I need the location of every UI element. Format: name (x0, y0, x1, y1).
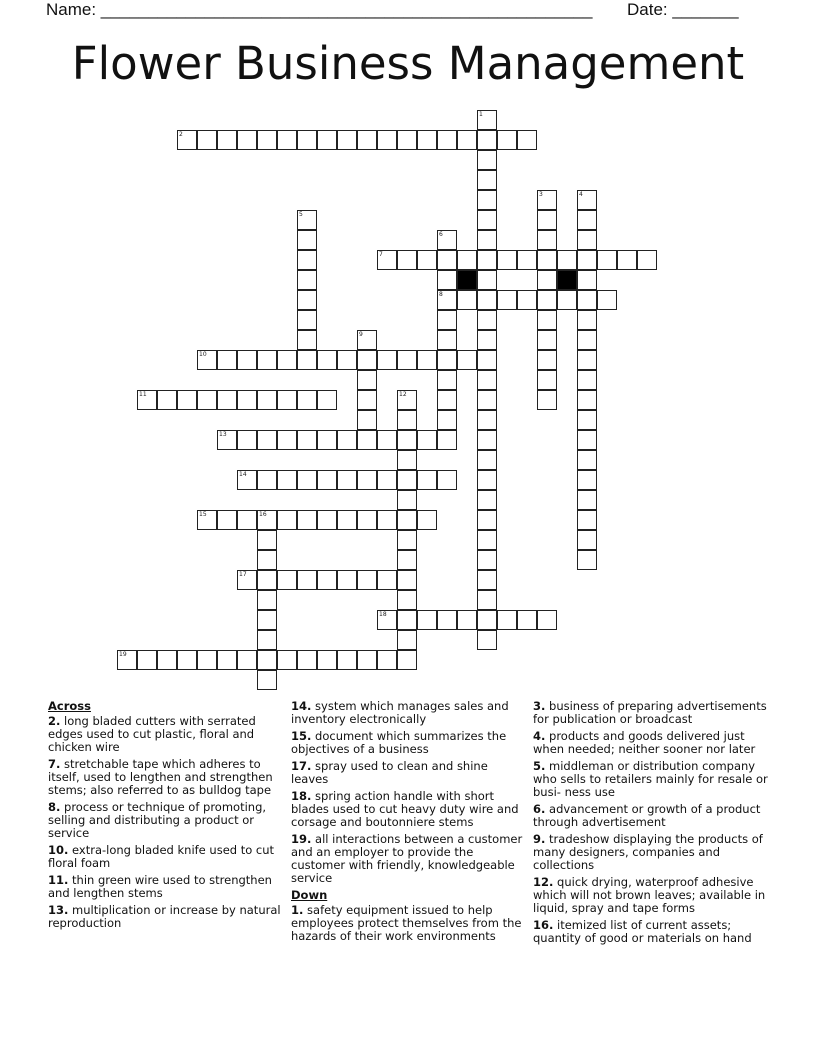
grid-cell[interactable] (477, 130, 497, 150)
grid-cell[interactable] (197, 130, 217, 150)
grid-cell[interactable] (537, 250, 557, 270)
grid-cell[interactable] (277, 130, 297, 150)
clue-number: 12 (399, 391, 407, 398)
grid-cell[interactable] (417, 250, 437, 270)
clue-text: 8. process or technique of promoting, selling and distributing a product or service (48, 800, 267, 840)
grid-cell[interactable] (277, 430, 297, 450)
grid-cell[interactable] (517, 610, 537, 630)
grid-cell[interactable] (357, 650, 377, 670)
grid-cell[interactable] (377, 130, 397, 150)
grid-cell[interactable] (577, 310, 597, 330)
clue-text: 4. products and goods delivered just when needed; neither sooner nor later (533, 729, 756, 756)
grid-cell[interactable] (437, 350, 457, 370)
grid-cell[interactable] (577, 330, 597, 350)
clue-number: 17 (239, 571, 247, 578)
grid-cell[interactable] (457, 610, 477, 630)
grid-cell[interactable] (477, 630, 497, 650)
grid-cell[interactable] (357, 570, 377, 590)
grid-cell[interactable] (317, 650, 337, 670)
clue-number: 14 (239, 471, 247, 478)
grid-cell[interactable] (437, 370, 457, 390)
grid-cell[interactable] (477, 230, 497, 250)
grid-cell[interactable] (437, 410, 457, 430)
grid-cell[interactable] (377, 610, 397, 630)
grid-cell[interactable] (337, 130, 357, 150)
grid-cell[interactable] (397, 550, 417, 570)
grid-cell[interactable] (577, 410, 597, 430)
grid-cell[interactable] (517, 290, 537, 310)
grid-cell[interactable] (257, 650, 277, 670)
grid-cell[interactable] (257, 610, 277, 630)
grid-cell[interactable] (257, 590, 277, 610)
grid-cell[interactable] (617, 250, 637, 270)
grid-cell[interactable] (477, 450, 497, 470)
grid-cell[interactable] (177, 650, 197, 670)
clue-number: 8 (439, 291, 443, 298)
grid-cell[interactable] (317, 510, 337, 530)
grid-cell[interactable] (377, 650, 397, 670)
grid-cell[interactable] (477, 410, 497, 430)
grid-cell[interactable] (397, 470, 417, 490)
grid-cell[interactable] (437, 250, 457, 270)
clue-number: 18 (379, 611, 387, 618)
grid-cell[interactable] (537, 390, 557, 410)
clue-number: 15 (199, 511, 207, 518)
clue-number: 15. (291, 729, 312, 743)
grid-cell[interactable] (477, 430, 497, 450)
grid-cell[interactable] (457, 290, 477, 310)
grid-cell[interactable] (277, 510, 297, 530)
grid-cell[interactable] (397, 390, 417, 410)
grid-cell[interactable] (297, 290, 317, 310)
grid-cell[interactable] (397, 530, 417, 550)
grid-cell[interactable] (577, 370, 597, 390)
grid-cell[interactable] (377, 470, 397, 490)
grid-cell[interactable] (557, 290, 577, 310)
grid-cell[interactable] (277, 650, 297, 670)
grid-cell[interactable] (577, 210, 597, 230)
grid-cell[interactable] (297, 230, 317, 250)
grid-cell[interactable] (257, 350, 277, 370)
grid-cell[interactable] (577, 290, 597, 310)
grid-cell[interactable] (257, 130, 277, 150)
grid-cell[interactable] (577, 550, 597, 570)
grid-cell[interactable] (217, 650, 237, 670)
grid-cell[interactable] (397, 410, 417, 430)
clue-number: 2. (48, 714, 61, 728)
across-heading: Across (48, 699, 91, 713)
grid-cell[interactable] (517, 250, 537, 270)
clue-column-2 (291, 700, 527, 947)
grid-cell[interactable] (537, 270, 557, 290)
grid-cell[interactable] (477, 470, 497, 490)
grid-cell[interactable] (197, 650, 217, 670)
clue-number: 7 (379, 251, 383, 258)
grid-cell[interactable] (237, 570, 257, 590)
grid-cell[interactable] (537, 310, 557, 330)
clue-text: 6. advancement or growth of a product through advertisement (533, 802, 761, 829)
grid-cell[interactable] (577, 430, 597, 450)
grid-cell[interactable] (537, 290, 557, 310)
grid-cell[interactable] (437, 130, 457, 150)
grid-cell[interactable] (217, 390, 237, 410)
grid-cell[interactable] (397, 570, 417, 590)
clue-text: 16. itemized list of current assets; quantity of good or materials on hand (533, 918, 752, 945)
grid-cell[interactable] (297, 270, 317, 290)
clue-number: 19 (119, 651, 127, 658)
grid-cell[interactable] (637, 250, 657, 270)
clue-text: 17. spray used to clean and shine leaves (291, 759, 488, 786)
grid-cell[interactable] (477, 330, 497, 350)
grid-cell[interactable] (477, 550, 497, 570)
grid-cell[interactable] (137, 650, 157, 670)
grid-cell[interactable] (437, 390, 457, 410)
clue-text: 18. spring action handle with short blades used to cut heavy duty wire and corsage and boutonniere stems (291, 789, 519, 829)
grid-cell[interactable] (257, 470, 277, 490)
grid-cell[interactable] (577, 530, 597, 550)
clue-number: 9 (359, 331, 363, 338)
name-field-label: Name: ____________________________________________________ (46, 0, 593, 19)
clue-text: 14. system which manages sales and inventory electronically (291, 699, 509, 726)
grid-cell[interactable] (317, 570, 337, 590)
grid-cell[interactable] (397, 510, 417, 530)
page-title: Flower Business Management (71, 37, 745, 90)
clue-number: 10. (48, 843, 69, 857)
grid-cell[interactable] (317, 350, 337, 370)
grid-cell[interactable] (577, 230, 597, 250)
grid-cell[interactable] (257, 530, 277, 550)
grid-cell[interactable] (297, 470, 317, 490)
clue-number: 18. (291, 789, 312, 803)
grid-cell[interactable] (277, 570, 297, 590)
grid-cell[interactable] (577, 450, 597, 470)
clue-number: 6. (533, 802, 546, 816)
clue-number: 13 (219, 431, 227, 438)
grid-cell[interactable] (357, 130, 377, 150)
clue-number: 14. (291, 699, 312, 713)
grid-cell[interactable] (357, 370, 377, 390)
grid-cell[interactable] (297, 130, 317, 150)
grid-cell[interactable] (337, 470, 357, 490)
grid-cell[interactable] (377, 350, 397, 370)
grid-cell[interactable] (597, 290, 617, 310)
grid-cell[interactable] (237, 470, 257, 490)
clue-text: 11. thin green wire used to strengthen and lengthen stems (48, 873, 272, 900)
clue-text: 19. all interactions between a customer and an employer to provide the customer with friendly, knowledgeable service (291, 832, 523, 885)
clue-number: 3 (539, 191, 543, 198)
grid-cell[interactable] (317, 130, 337, 150)
clue-number: 1. (291, 903, 304, 917)
clue-number: 13. (48, 903, 69, 917)
clue-text: 9. tradeshow displaying the products of many designers, companies and collections (533, 832, 763, 872)
grid-cell[interactable] (477, 590, 497, 610)
grid-cell[interactable] (477, 350, 497, 370)
grid-cell[interactable] (537, 330, 557, 350)
grid-cell[interactable] (377, 570, 397, 590)
grid-cell[interactable] (377, 250, 397, 270)
grid-cell[interactable] (477, 310, 497, 330)
grid-cell[interactable] (557, 250, 577, 270)
clue-number: 4 (579, 191, 583, 198)
clue-number: 17. (291, 759, 312, 773)
grid-cell[interactable] (257, 430, 277, 450)
grid-cell[interactable] (357, 330, 377, 350)
grid-cell[interactable] (477, 490, 497, 510)
grid-cell[interactable] (297, 310, 317, 330)
clue-number: 16 (259, 511, 267, 518)
grid-cell[interactable] (537, 230, 557, 250)
grid-cell[interactable] (417, 130, 437, 150)
clue-number: 11. (48, 873, 69, 887)
grid-cell[interactable] (237, 130, 257, 150)
grid-cell[interactable] (157, 650, 177, 670)
grid-cell[interactable] (517, 130, 537, 150)
grid-cell[interactable] (297, 510, 317, 530)
grid-cell[interactable] (357, 350, 377, 370)
clue-number: 5 (299, 211, 303, 218)
grid-cell[interactable] (237, 390, 257, 410)
grid-cell[interactable] (397, 590, 417, 610)
grid-cell[interactable] (317, 390, 337, 410)
grid-cell[interactable] (297, 430, 317, 450)
grid-cell[interactable] (157, 390, 177, 410)
grid-cell[interactable] (597, 250, 617, 270)
grid-cell[interactable] (437, 470, 457, 490)
grid-cell[interactable] (317, 470, 337, 490)
date-field-label: Date: _______ (627, 0, 739, 19)
grid-cell[interactable] (397, 630, 417, 650)
grid-cell[interactable] (477, 270, 497, 290)
grid-cell[interactable] (257, 570, 277, 590)
grid-cell[interactable] (237, 350, 257, 370)
grid-cell[interactable] (457, 130, 477, 150)
grid-cell[interactable] (397, 610, 417, 630)
grid-cell[interactable] (257, 510, 277, 530)
grid-cell[interactable] (457, 250, 477, 270)
grid-cell[interactable] (397, 350, 417, 370)
grid-cell[interactable] (137, 390, 157, 410)
grid-cell[interactable] (477, 250, 497, 270)
clue-column-3 (533, 700, 769, 949)
clue-text: 2. long bladed cutters with serrated edges used to cut plastic, floral and chicken wire (48, 714, 256, 754)
grid-cell[interactable] (397, 490, 417, 510)
clue-number: 16. (533, 918, 554, 932)
clue-number: 3. (533, 699, 546, 713)
grid-cell[interactable] (297, 330, 317, 350)
clue-text: 5. middleman or distribution company who sells to retailers mainly for resale or busi- ness use (533, 759, 768, 799)
grid-cell[interactable] (397, 430, 417, 450)
black-square (457, 270, 477, 290)
grid-cell[interactable] (537, 370, 557, 390)
clue-number: 10 (199, 351, 207, 358)
grid-cell[interactable] (437, 270, 457, 290)
grid-cell[interactable] (417, 470, 437, 490)
clue-column-1 (48, 700, 284, 934)
clue-number: 1 (479, 111, 483, 118)
grid-cell[interactable] (477, 210, 497, 230)
grid-cell[interactable] (357, 390, 377, 410)
grid-cell[interactable] (197, 390, 217, 410)
grid-cell[interactable] (257, 670, 277, 690)
clue-text: 1. safety equipment issued to help employees protect themselves from the hazards of their work environments (291, 903, 522, 943)
grid-cell[interactable] (297, 570, 317, 590)
grid-cell[interactable] (437, 290, 457, 310)
grid-cell[interactable] (497, 250, 517, 270)
clue-number: 9. (533, 832, 546, 846)
grid-cell[interactable] (437, 230, 457, 250)
grid-cell[interactable] (257, 630, 277, 650)
grid-cell[interactable] (397, 650, 417, 670)
grid-cell[interactable] (237, 650, 257, 670)
grid-cell[interactable] (577, 390, 597, 410)
grid-cell[interactable] (497, 290, 517, 310)
grid-cell[interactable] (377, 430, 397, 450)
grid-cell[interactable] (537, 190, 557, 210)
grid-cell[interactable] (477, 170, 497, 190)
grid-cell[interactable] (577, 190, 597, 210)
grid-cell[interactable] (397, 250, 417, 270)
clue-number: 5. (533, 759, 546, 773)
clue-text: 10. extra-long bladed knife used to cut floral foam (48, 843, 275, 870)
grid-cell[interactable] (497, 610, 517, 630)
grid-cell[interactable] (217, 510, 237, 530)
grid-cell[interactable] (177, 130, 197, 150)
grid-cell[interactable] (317, 430, 337, 450)
grid-cell[interactable] (297, 210, 317, 230)
grid-cell[interactable] (337, 350, 357, 370)
grid-cell[interactable] (577, 250, 597, 270)
grid-cell[interactable] (297, 390, 317, 410)
grid-cell[interactable] (337, 570, 357, 590)
grid-cell[interactable] (257, 550, 277, 570)
grid-cell[interactable] (477, 610, 497, 630)
grid-cell[interactable] (457, 350, 477, 370)
grid-cell[interactable] (297, 350, 317, 370)
grid-cell[interactable] (477, 110, 497, 130)
grid-cell[interactable] (477, 570, 497, 590)
grid-cell[interactable] (277, 390, 297, 410)
grid-cell[interactable] (477, 510, 497, 530)
grid-cell[interactable] (477, 190, 497, 210)
grid-cell[interactable] (577, 270, 597, 290)
grid-cell[interactable] (277, 350, 297, 370)
grid-cell[interactable] (297, 250, 317, 270)
grid-cell[interactable] (477, 370, 497, 390)
grid-cell[interactable] (217, 350, 237, 370)
grid-cell[interactable] (437, 430, 457, 450)
clue-number: 12. (533, 875, 554, 889)
clue-text: 13. multiplication or increase by natural reproduction (48, 903, 281, 930)
grid-cell[interactable] (577, 510, 597, 530)
grid-cell[interactable] (237, 510, 257, 530)
grid-cell[interactable] (417, 350, 437, 370)
grid-cell[interactable] (217, 130, 237, 150)
grid-cell[interactable] (417, 510, 437, 530)
grid-cell[interactable] (537, 610, 557, 630)
grid-cell[interactable] (397, 450, 417, 470)
grid-cell[interactable] (337, 430, 357, 450)
grid-cell[interactable] (397, 130, 417, 150)
grid-cell[interactable] (277, 470, 297, 490)
grid-cell[interactable] (537, 350, 557, 370)
grid-cell[interactable] (437, 310, 457, 330)
grid-cell[interactable] (237, 430, 257, 450)
clue-number: 19. (291, 832, 312, 846)
clue-number: 11 (139, 391, 147, 398)
grid-cell[interactable] (177, 390, 197, 410)
grid-cell[interactable] (477, 150, 497, 170)
grid-cell[interactable] (337, 650, 357, 670)
grid-cell[interactable] (417, 610, 437, 630)
grid-cell[interactable] (477, 290, 497, 310)
grid-cell[interactable] (357, 410, 377, 430)
black-square (557, 270, 577, 290)
grid-cell[interactable] (117, 650, 137, 670)
clue-number: 6 (439, 231, 443, 238)
grid-cell[interactable] (437, 330, 457, 350)
clue-number: 7. (48, 757, 61, 771)
grid-cell[interactable] (257, 390, 277, 410)
grid-cell[interactable] (357, 510, 377, 530)
grid-cell[interactable] (577, 350, 597, 370)
grid-cell[interactable] (297, 650, 317, 670)
clue-text: 7. stretchable tape which adheres to itself, used to lengthen and strengthen stems; also referred to as bulldog tape (48, 757, 273, 797)
grid-cell[interactable] (337, 510, 357, 530)
grid-cell[interactable] (377, 510, 397, 530)
grid-cell[interactable] (577, 470, 597, 490)
grid-cell[interactable] (197, 510, 217, 530)
clue-number: 4. (533, 729, 546, 743)
grid-cell[interactable] (197, 350, 217, 370)
grid-cell[interactable] (477, 530, 497, 550)
grid-cell[interactable] (437, 610, 457, 630)
clue-text: 3. business of preparing advertisements for publication or broadcast (533, 699, 767, 726)
clue-text: 12. quick drying, waterproof adhesive which will not brown leaves; available in liquid, spray and tape forms (533, 875, 766, 915)
clue-text: 15. document which summarizes the objectives of a business (291, 729, 507, 756)
grid-cell[interactable] (477, 390, 497, 410)
grid-cell[interactable] (417, 430, 437, 450)
grid-cell[interactable] (357, 430, 377, 450)
clue-number: 2 (179, 131, 183, 138)
down-heading: Down (291, 888, 328, 902)
grid-cell[interactable] (577, 490, 597, 510)
clue-number: 8. (48, 800, 61, 814)
grid-cell[interactable] (357, 470, 377, 490)
grid-cell[interactable] (537, 210, 557, 230)
grid-cell[interactable] (497, 130, 517, 150)
grid-cell[interactable] (217, 430, 237, 450)
